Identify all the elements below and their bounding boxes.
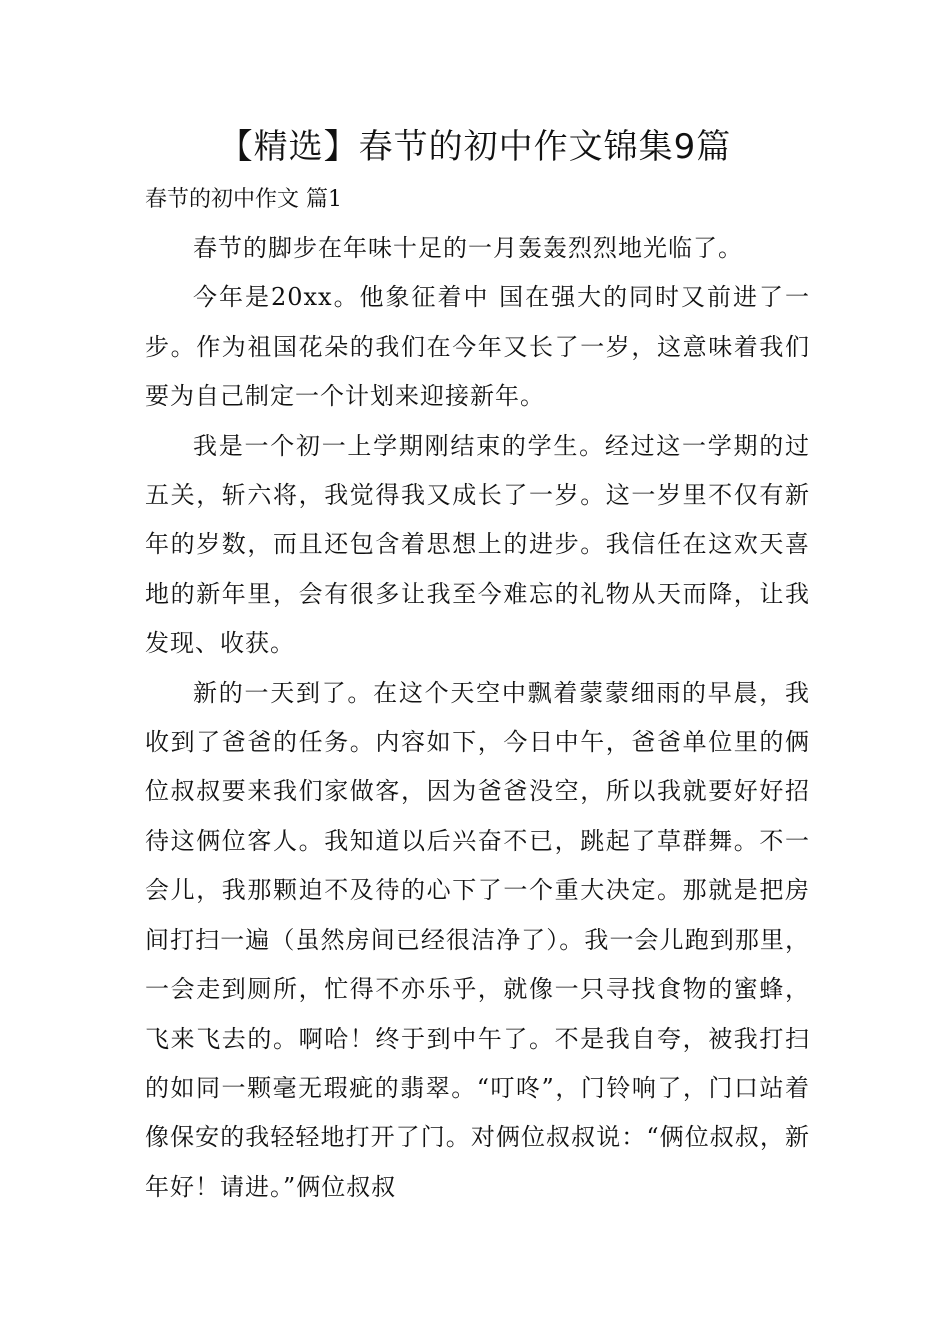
- body-text: [145, 224, 810, 1212]
- paragraph-3: 我是一个初一上学期刚结束的学生。经过这一学期的过五关，斩六将，我觉得我又成长了一岁。这一岁里不仅有新年的岁数，而且还包含着思想上的进步。我信任在这欢天喜地的新年里，会有很多让我至今难忘的礼物从天而降，让我发现、收获。: [145, 431, 810, 658]
- section-heading: 春节的初中作文 篇1: [145, 187, 342, 212]
- paragraph-2: 今年是20xx。他象征着中 国在强大的同时又前进了一步。作为祖国花朵的我们在今年又长了一岁，这意味着我们要为自己制定一个计划来迎接新年。: [145, 283, 810, 411]
- paragraph-1: 春节的脚步在年味十足的一月轰轰烈烈地光临了。: [193, 234, 743, 262]
- document-title: 【精选】春节的初中作文锦集9篇: [218, 127, 732, 167]
- paragraph-4: 新的一天到了。在这个天空中飘着蒙蒙细雨的早晨，我收到了爸爸的任务。内容如下，今日中午，爸爸单位里的俩位叔叔要来我们家做客，因为爸爸没空，所以我就要好好招待这俩位客人。我知道以后兴奋不已，跳起了草群舞。不一会儿，我那颗迫不及待的心下了一个重大决定。那就是把房间打扫一遍（虽然房间已经很洁净了）。我一会儿跑到那里，一会走到厕所，忙得不亦乐乎，就像一只寻找食物的蜜蜂，飞来飞去的。啊哈！终于到中午了。不是我自夸，被我打扫的如同一颗毫无瑕疵的翡翠。“叮咚”，门铃响了，门口站着像保安的我轻轻地打开了门。对俩位叔叔说：“俩位叔叔，新年好！请进。”俩位叔叔: [145, 678, 810, 1201]
